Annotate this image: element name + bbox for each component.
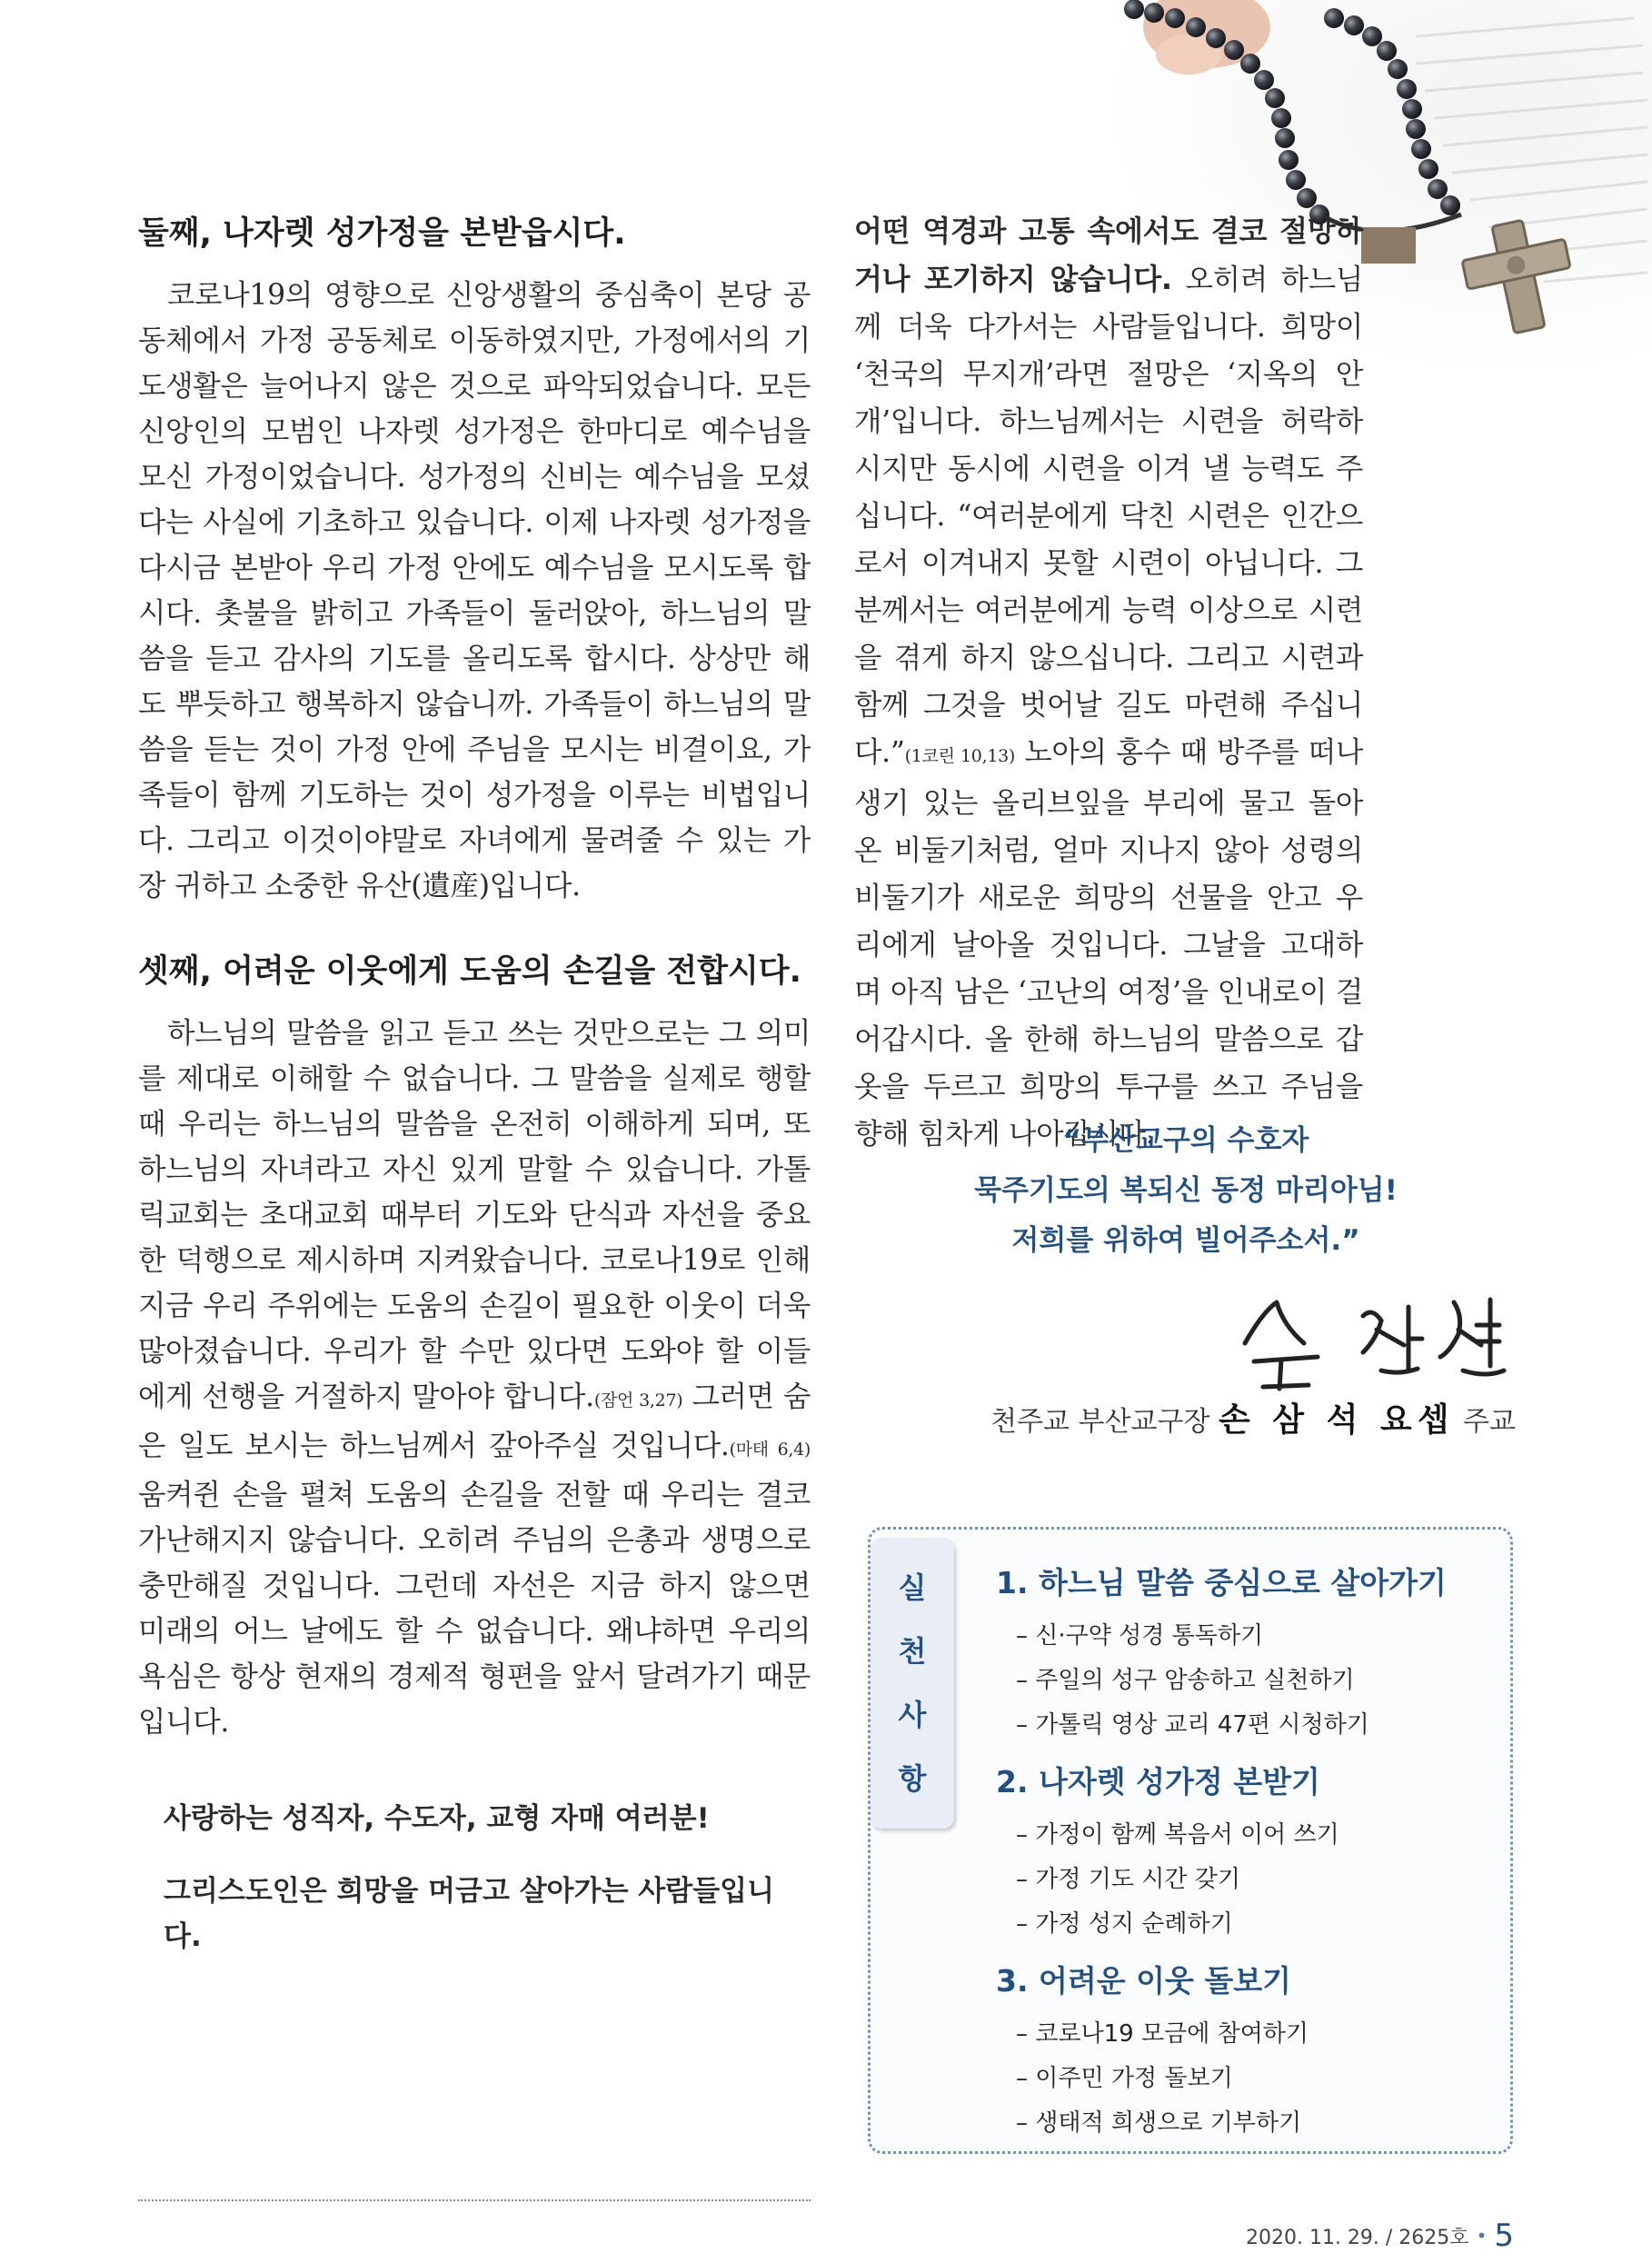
issue-date: 2020. 11. 29. / 2625호 xyxy=(1245,2226,1469,2249)
action-tab xyxy=(871,1538,954,1829)
page-footer xyxy=(1246,2218,1514,2254)
action-item: – 신·구약 성경 통독하기 xyxy=(1016,1622,1264,1650)
prayer-line: 저희를 위하여 빌어주소서.” xyxy=(1011,1224,1360,1257)
bullet-icon: • xyxy=(1476,2225,1488,2247)
spacer xyxy=(138,1841,811,1869)
scripture-ref: (1코린 10,13) xyxy=(904,746,1016,766)
spacer xyxy=(138,1745,811,1796)
action-item: – 가정 성지 순례하기 xyxy=(1016,1910,1233,1938)
prayer-quote xyxy=(854,1116,1518,1266)
action-item: – 주일의 성구 암송하고 실천하기 xyxy=(1016,1667,1355,1694)
tab-char: 항 xyxy=(898,1761,927,1796)
body-text: 움켜쥔 손을 펼쳐 도움의 손길을 전할 때 우리는 결코 가난해지지 않습니다. 오히려 주님의 은총과 생명으로 충만해질 것입니다. 그런데 자선은 지금 하지 않으면 미래의 어느 날에도 할 수 없습니다. 왜냐하면 우리의 욕심은 항상 현재의 경제적 형편을 앞서 달려가기 때문입니다. xyxy=(138,1479,811,1739)
closing-greeting: 사랑하는 성직자, 수도자, 교형 자매 여러분! xyxy=(164,1802,710,1835)
section-heading-2: 둘째, 나자렛 성가정을 본받읍시다. xyxy=(138,215,626,252)
footer-divider xyxy=(138,2199,811,2201)
scripture-ref: (마태 6,4) xyxy=(729,1440,811,1460)
body-text: 하느님의 말씀을 읽고 듣고 쓰는 것만으로는 그 의미를 제대로 이해할 수 없습니다. 그 말씀을 실제로 행할 때 우리는 하느님의 말씀을 온전히 이해하게 되며, 또 하느님의 자녀라고 자신 있게 말할 수 있습니다. 가톨릭교회는 초대교회 때부터 기도와 단식과 자선을 중요한 덕행으로 제시하며 지켜왔습니다. 코로나19로 인해 지금 우리 주위에는 도움의 손길이 필요한 이웃이 더욱 많아졌습니다. 우리가 할 수만 있다면 도와야 할 이들에게 선행을 거절하지 말아야 합니다. xyxy=(138,1017,811,1413)
signer-line xyxy=(990,1394,1516,1441)
closing-statement: 그리스도인은 희망을 머금고 살아가는 사람들입니다. xyxy=(164,1875,775,1953)
prayer-line: “부산교구의 수호자 xyxy=(1062,1124,1309,1157)
action-item: – 가톨릭 영상 교리 47편 시청하기 xyxy=(1016,1711,1369,1739)
body-text: 노아의 홍수 때 방주를 떠나 생기 있는 올리브잎을 부리에 물고 돌아온 비둘기처럼, 얼마 지나지 않아 성령의 비둘기가 새로운 희망의 선물을 안고 우리에게 날아올 것입니다. 그날을 고대하며 아직 남은 ‘고난의 여정’을 인내로이 걸어갑시다. 올 한해 하느님의 말씀으로 갑옷을 두르고 희망의 투구를 쓰고 주님을 향해 힘차게 나아갑시다. xyxy=(854,736,1363,1151)
lead-text: 어떤 역경과 고통 속에서도 결코 절망하거나 포기하지 않습니다. xyxy=(854,214,1363,296)
action-group-title: 3. 어려운 이웃 돌보기 xyxy=(996,1963,1291,1999)
signer-suffix: 주교 xyxy=(1463,1406,1516,1438)
spacer xyxy=(138,909,811,945)
action-item: – 가정이 함께 복음서 이어 쓰기 xyxy=(1016,1821,1339,1849)
signer-name: 손 삼 석 요셉 xyxy=(1219,1401,1455,1439)
body-text: 그러면 숨은 일도 보시는 하느님께서 갚아주실 것입니다. xyxy=(138,1381,811,1462)
section-body-3 xyxy=(138,1011,811,1745)
action-item: – 코로나19 모금에 참여하기 xyxy=(1016,2020,1309,2048)
left-column xyxy=(138,207,811,1959)
tab-char: 천 xyxy=(898,1634,927,1669)
scripture-ref: (잠언 3,27) xyxy=(593,1391,683,1411)
tab-char: 실 xyxy=(898,1570,927,1605)
action-item: – 생태적 희생으로 기부하기 xyxy=(1016,2109,1302,2137)
action-item: – 이주민 가정 돌보기 xyxy=(1016,2065,1233,2092)
body-text: 오히려 하느님께 더욱 다가서는 사람들입니다. 희망이 ‘천국의 무지개’라면 절망은 ‘지옥의 안개’입니다. 하느님께서는 시련을 허락하시지만 동시에 시련을 이겨 낼 능력도 주십니다. “여러분에게 닥친 시련은 인간으로서 이겨내지 못할 시련이 아닙니다. 그분께서는 여러분에게 능력 이상으로 시련을 겪게 하지 않으십니다. 그리고 시련과 함께 그것을 벗어날 길도 마련해 주십니다.” xyxy=(854,264,1363,769)
action-group xyxy=(996,1561,1505,1748)
action-group-title: 1. 하느님 말씀 중심으로 살아가기 xyxy=(996,1565,1447,1600)
prayer-line: 묵주기도의 복되신 동정 마리아님! xyxy=(974,1174,1398,1207)
action-group xyxy=(996,1959,1505,2146)
action-group-title: 2. 나자렛 성가정 본받기 xyxy=(996,1764,1320,1799)
action-item: – 가정 기도 시간 갖기 xyxy=(1016,1866,1240,1893)
page-number: 5 xyxy=(1494,2218,1514,2254)
handwritten-signature xyxy=(1227,1289,1527,1398)
section-heading-3: 셋째, 어려운 이웃에게 도움의 손길을 전합시다. xyxy=(138,953,801,990)
action-group xyxy=(996,1760,1505,1947)
signer-title: 천주교 부산교구장 xyxy=(990,1406,1210,1438)
section-body-2: 코로나19의 영향으로 신앙생활의 중심축이 본당 공동체에서 가정 공동체로 이동하였지만, 가정에서의 기도생활은 늘어나지 않은 것으로 파악되었습니다. 모든 신앙인의 모범인 나자렛 성가정은 한마디로 예수님을 모신 가정이었습니다. 성가정의 신비는 예수님을 모셨다는 사실에 기초하고 있습니다. 이제 나자렛 성가정을 다시금 본받아 우리 가정 안에도 예수님을 모시도록 합시다. 촛불을 밝히고 가족들이 둘러앉아, 하느님의 말씀을 듣고 감사의 기도를 올리도록 합시다. 상상만 해도 뿌듯하고 행복하지 않습니까. 가족들이 하느님의 말씀을 듣는 것이 가정 안에 주님을 모시는 비결이요, 가족들이 함께 기도하는 것이 성가정을 이루는 비법입니다. 그리고 이것이야말로 자녀에게 물려줄 수 있는 가장 귀하고 소중한 유산(遺産)입니다. xyxy=(138,279,811,902)
right-column xyxy=(854,207,1518,1158)
hope-paragraph xyxy=(854,207,1363,1158)
action-list xyxy=(996,1561,1505,2158)
tab-char: 사 xyxy=(898,1698,927,1732)
